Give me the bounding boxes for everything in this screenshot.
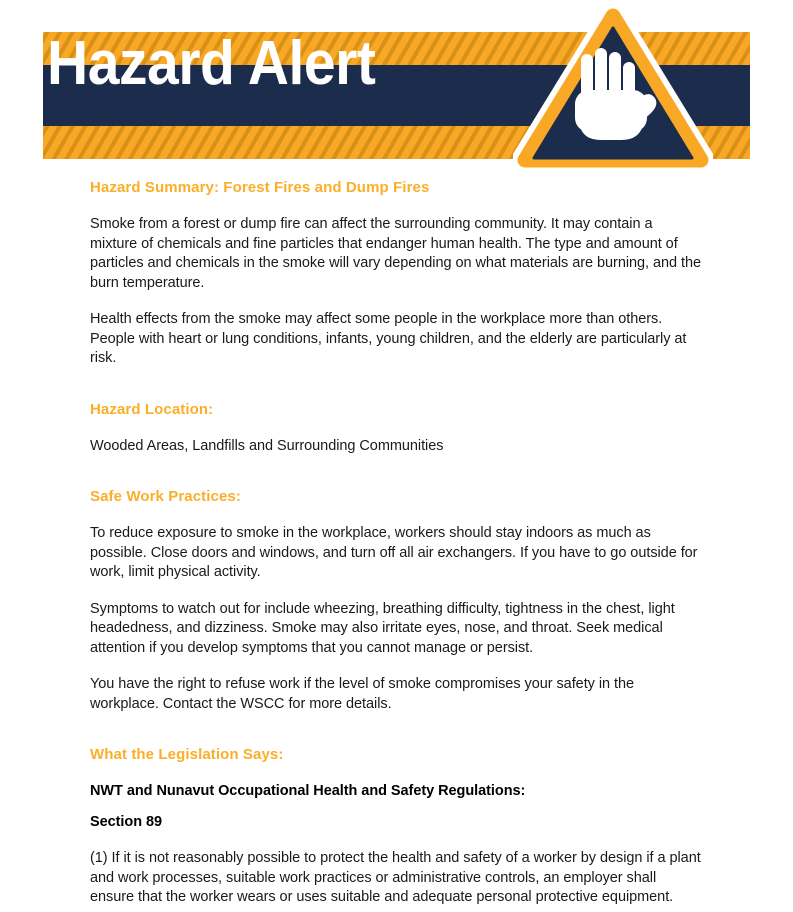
paragraph-safe-work-practices-2: Symptoms to watch out for include wheezing, breathing difficulty, tightness in the chest, light headedness, and dizziness. Smoke may also irritate eyes, nose, and throat. Seek medical attention if you develop symptoms that you cannot manage or persist. bbox=[90, 600, 675, 656]
paragraph-hazard-summary-2: Health effects from the smoke may affect some people in the workplace more than others. People with heart or lung conditions, infants, young children, and the elderly are particularly at risk. bbox=[90, 311, 687, 366]
section-heading-hazard-location: Hazard Location: bbox=[90, 400, 214, 418]
paragraph-safe-work-practices-3: You have the right to refuse work if the level of smoke compromises your safety in the workplace. Contact the WSCC for more details. bbox=[90, 676, 635, 712]
warning-triangle-icon bbox=[513, 2, 713, 174]
paragraph-safe-work-practices-1: To reduce exposure to smoke in the workplace, workers should stay indoors as much as possible. Close doors and windows, and turn off all air exchangers. If you have to go outside for work, limit physical activity. bbox=[90, 525, 698, 580]
document-body bbox=[90, 178, 702, 908]
paragraph-hazard-summary-1: Smoke from a forest or dump fire can affect the surrounding community. It may contain a mixture of chemicals and fine particles that endanger human health. The type and amount of particles and chemicals in the smoke will vary depending on what materials are burning, and the burn temperature. bbox=[90, 216, 702, 291]
legislation-regulation-title: NWT and Nunavut Occupational Health and Safety Regulations: bbox=[90, 783, 526, 799]
section-heading-safe-work-practices: Safe Work Practices: bbox=[90, 488, 241, 505]
page-title: Hazard Alert bbox=[47, 29, 376, 98]
section-heading-legislation: What the Legislation Says: bbox=[90, 746, 284, 763]
section-heading-hazard-summary: Hazard Summary: Forest Fires and Dump Fires bbox=[90, 179, 430, 196]
paragraph-hazard-location-1: Wooded Areas, Landfills and Surrounding Communities bbox=[90, 437, 444, 454]
legislation-section-label: Section 89 bbox=[90, 813, 163, 830]
legislation-paragraph-1: (1) If it is not reasonably possible to protect the health and safety of a worker by design if a plant and work processes, suitable work practices or administrative controls, an employer shall ensure that the worker wears or uses suitable and adequate personal protective equipment. bbox=[90, 850, 701, 905]
